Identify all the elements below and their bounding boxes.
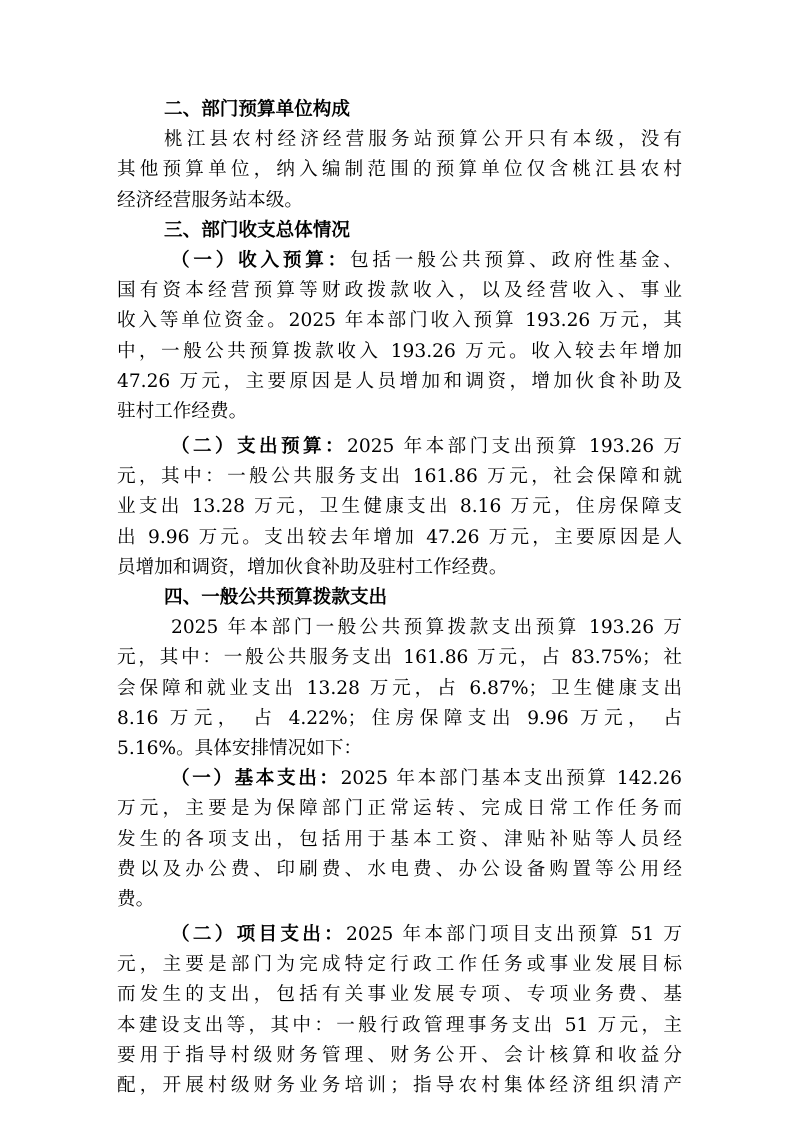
paragraph-line: 万元，主要是为保障部门正常运转、完成日常工作任务而 [117,798,682,820]
expense-paragraph-first-line [117,432,682,462]
paragraph-line: 本建设支出等，其中：一般行政管理事务支出 51 万元，主 [117,1014,682,1036]
paragraph-line: 8.16 万元， 占 4.22%；住房保障支出 9.96 万元， 占 [117,707,682,729]
paragraph-line: 5.16%。具体安排情况如下： [117,737,363,759]
paragraph-line: 配，开展村级财务业务培训；指导农村集体经济组织清产 [117,1075,682,1096]
paragraph-line: 其他预算单位，纳入编制范围的预算单位仅含桃江县农村 [117,159,682,181]
paragraph-line: 费以及办公费、印刷费、水电费、办公设备购置等公用经 [117,858,682,880]
paragraph-line: 中，一般公共预算拨款收入 193.26 万元。收入较去年增加 [117,340,682,362]
paragraph-line: 元，主要是部门为完成特定行政工作任务或事业发展目标 [117,954,682,976]
paragraph-line: 47.26 万元，主要原因是人员增加和调资，增加伙食补助及 [117,370,682,392]
paragraph-line: 经济经营服务站本级。 [117,189,303,211]
paragraph-line: 出 9.96 万元。支出较去年增加 47.26 万元，主要原因是人 [117,526,682,548]
section-heading-overall: 三、部门收支总体情况 [164,219,350,241]
paragraph-line: 收入等单位资金。2025 年本部门收入预算 193.26 万元，其 [117,310,682,332]
income-paragraph-first-line [117,246,682,276]
paragraph-line: 驻村工作经费。 [117,400,248,422]
paragraph-line: 国有资本经营预算等财政拨款收入，以及经营收入、事业 [117,280,682,302]
paragraph-line: 业支出 13.28 万元，卫生健康支出 8.16 万元，住房保障支 [117,496,682,518]
paragraph-line: 费。 [117,888,155,910]
income-text: 包括一般公共预算、政府性基金、 [350,249,682,271]
paragraph-line: 员增加和调资，增加伙食补助及驻村工作经费。 [117,556,508,578]
expense-text: 2025 年本部门支出预算 193.26 万 [347,436,682,458]
section-heading-general-budget: 四、一般公共预算拨款支出 [164,587,388,608]
income-label: （一）收入预算： [171,249,351,271]
section-heading-unit-composition: 二、部门预算单位构成 [164,99,350,120]
paragraph-line: 元，其中：一般公共服务支出 161.86 万元，社会保障和就 [117,466,682,488]
project-text: 2025 年本部门项目支出预算 51 万 [346,924,682,946]
paragraph-line: 元，其中：一般公共服务支出 161.86 万元，占 83.75%；社 [117,647,682,669]
project-paragraph-first-line [117,920,682,950]
paragraph-line: 要用于指导村级财务管理、财务公开、会计核算和收益分 [117,1044,682,1066]
expense-label: （二）支出预算： [171,436,348,458]
basic-text: 2025 年本部门基本支出预算 142.26 [340,768,682,790]
paragraph-line: 2025 年本部门一般公共预算拨款支出预算 193.26 万 [171,617,682,639]
paragraph-line: 桃江县农村经济经营服务站预算公开只有本级，没有 [164,129,682,151]
paragraph-line: 发生的各项支出，包括用于基本工资、津贴补贴等人员经 [117,828,682,850]
paragraph-line: 而发生的支出，包括有关事业发展专项、专项业务费、基 [117,984,682,1006]
paragraph-line: 会保障和就业支出 13.28 万元，占 6.87%；卫生健康支出 [117,677,682,699]
project-label: （二）项目支出： [171,924,347,946]
basic-label: （一）基本支出： [171,768,341,790]
basic-paragraph-first-line [117,764,682,794]
document-page [117,95,682,1101]
